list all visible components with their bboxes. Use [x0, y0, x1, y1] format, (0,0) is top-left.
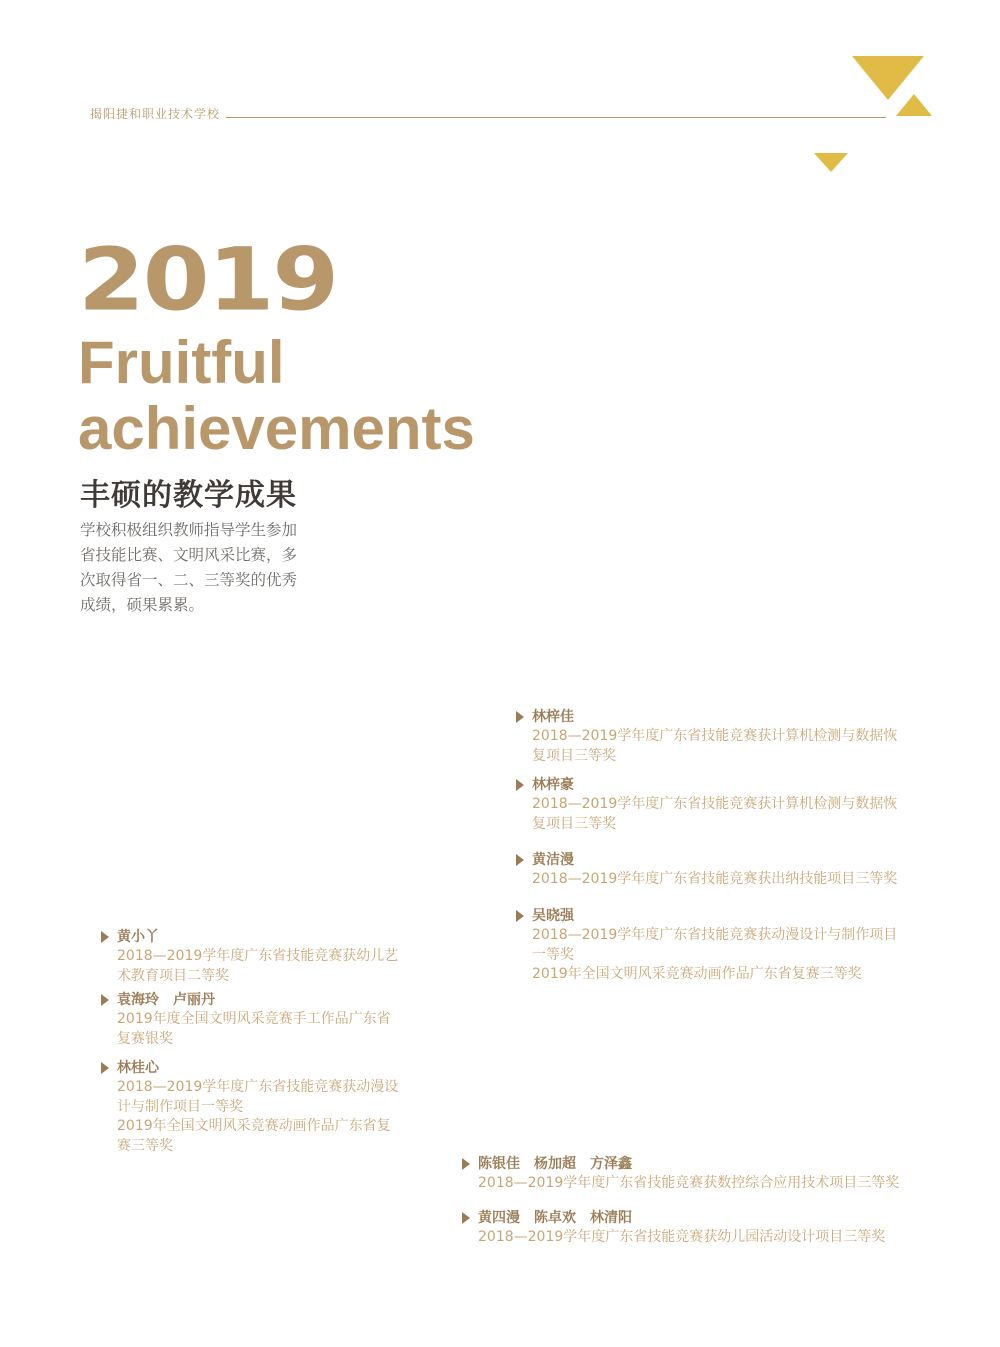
award-desc-line: 术教育项目二等奖 [117, 967, 229, 984]
award-desc-line: 复项目三等奖 [532, 815, 616, 832]
bullet-arrow-icon [462, 1212, 470, 1224]
intro-paragraph: 学校积极组织教师指导学生参加省技能比赛、文明风采比赛，多次取得省一、二、三等奖的优秀成绩，硕果累累。 [80, 521, 298, 614]
award-desc-line: 2018—2019学年度广东省技能竞赛获幼儿艺 [117, 948, 399, 964]
award-desc-line: 2018—2019学年度广东省技能竞赛获计算机检测与数据恢 [532, 728, 898, 744]
bullet-arrow-icon [516, 910, 524, 922]
award-desc-line: 2018—2019学年度广东省技能竞赛获数控综合应用技术项目三等奖 [478, 1175, 900, 1191]
english-title-line2: achievements [78, 395, 475, 462]
award-desc-line: 2019年全国文明风采竞赛动画作品广东省复 [117, 1118, 391, 1134]
award-desc-line: 2018—2019学年度广东省技能竞赛获动漫设计与制作项目 [532, 927, 898, 943]
award-recipient: 陈银佳 杨加超 方泽鑫 [478, 1156, 632, 1172]
award-recipient: 黄洁漫 [532, 852, 574, 868]
award-item [462, 1208, 885, 1248]
award-item [516, 906, 897, 985]
bullet-arrow-icon [516, 711, 524, 723]
award-desc-line: 2018—2019学年度广东省技能竞赛获动漫设 [117, 1079, 399, 1095]
award-desc-line: 2018—2019学年度广东省技能竞赛获计算机检测与数据恢 [532, 796, 898, 812]
bullet-arrow-icon [516, 854, 524, 866]
award-item [516, 775, 897, 834]
decor-triangle-small [814, 153, 848, 172]
bullet-arrow-icon [462, 1158, 470, 1170]
award-desc-line: 赛三等奖 [117, 1137, 173, 1154]
bullet-arrow-icon [101, 931, 109, 943]
award-desc-line: 复项目三等奖 [532, 747, 616, 764]
header-rule [226, 117, 886, 118]
decor-triangle-up [896, 94, 932, 116]
award-desc-line: 一等奖 [532, 946, 574, 963]
bullet-arrow-icon [516, 779, 524, 791]
award-item [462, 1154, 899, 1194]
award-recipient: 黄四漫 陈卓欢 林清阳 [478, 1210, 632, 1226]
award-desc-line: 2018—2019学年度广东省技能竞赛获出纳技能项目三等奖 [532, 871, 898, 887]
award-recipient: 林梓佳 [532, 709, 574, 725]
award-item [516, 850, 897, 890]
award-recipient: 袁海玲 卢丽丹 [117, 992, 215, 1008]
award-item [101, 927, 398, 986]
bullet-arrow-icon [101, 994, 109, 1006]
award-desc-line: 2019年全国文明风采竞赛动画作品广东省复赛三等奖 [532, 966, 862, 982]
award-desc-line: 2018—2019学年度广东省技能竞赛获幼儿园活动设计项目三等奖 [478, 1229, 886, 1245]
award-recipient: 林梓豪 [532, 777, 574, 793]
award-recipient: 黄小丫 [117, 929, 159, 945]
english-title-line1: Fruitful [78, 329, 285, 396]
award-desc-line: 2019年度全国文明风采竞赛手工作品广东省 [117, 1011, 391, 1027]
school-name: 揭阳捷和职业技术学校 [90, 107, 221, 121]
award-item [516, 707, 897, 766]
award-recipient: 林桂心 [117, 1060, 159, 1076]
award-recipient: 吴晓强 [532, 908, 574, 924]
english-title [78, 330, 475, 462]
year-heading: 2019 [78, 229, 338, 331]
chinese-title: 丰硕的教学成果 [80, 478, 297, 513]
award-item [101, 990, 391, 1049]
award-desc-line: 复赛银奖 [117, 1030, 173, 1047]
award-item [101, 1058, 398, 1156]
bullet-arrow-icon [101, 1062, 109, 1074]
award-desc-line: 计与制作项目一等奖 [117, 1098, 243, 1115]
